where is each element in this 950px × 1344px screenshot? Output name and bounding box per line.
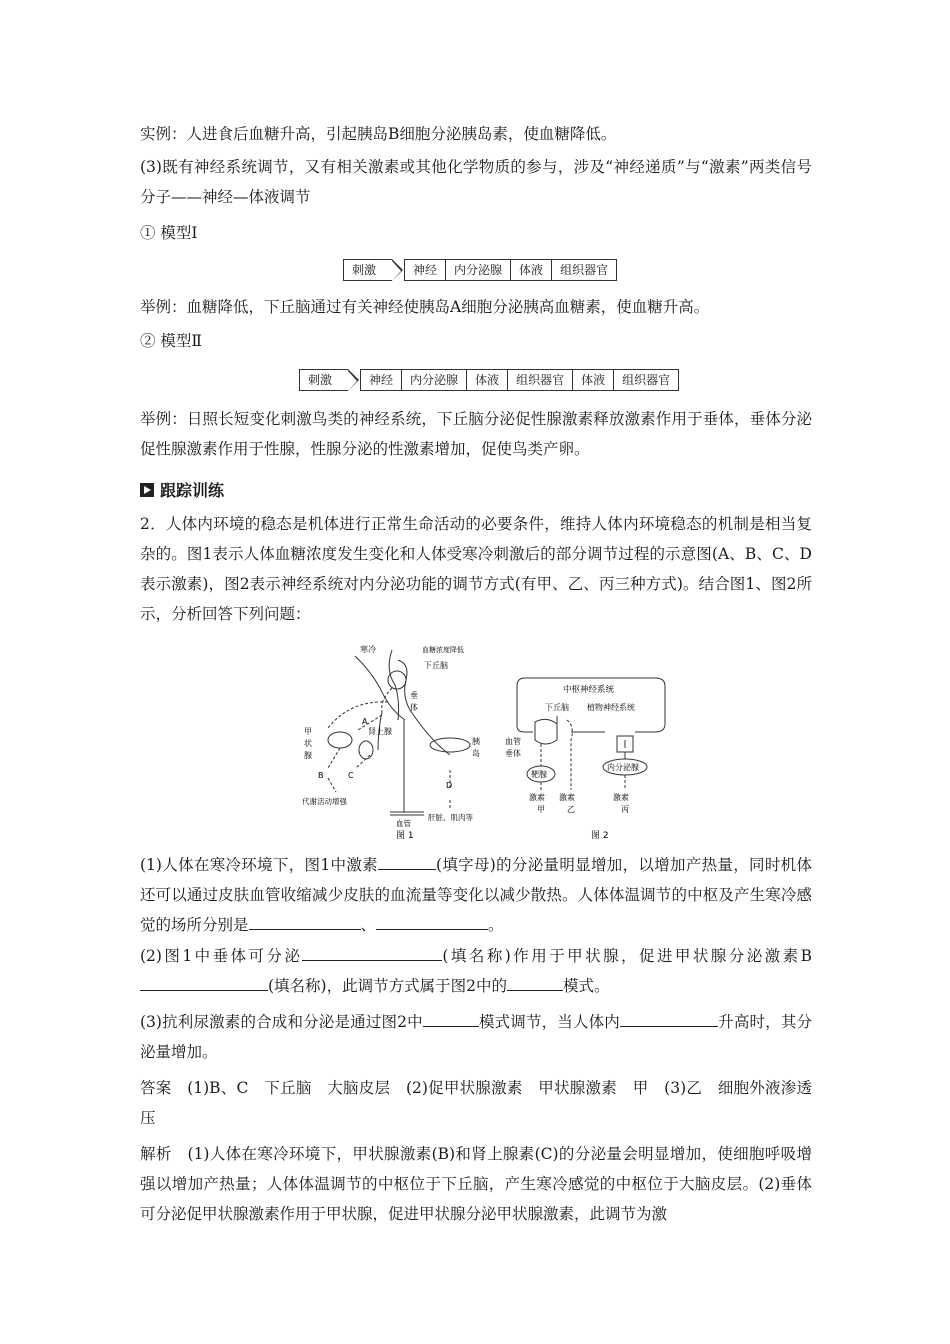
fig1-thyroid-1: 甲 <box>304 727 312 736</box>
model-1-label: ① 模型Ⅰ <box>140 224 198 242</box>
q2-text: (填名称)作用于甲状腺，促进甲状腺分泌激素B <box>442 947 812 965</box>
flow-step: 体液 <box>572 369 614 391</box>
q3-text: 模式调节，当人体内 <box>478 1013 620 1031</box>
q2-text: (2)图1中垂体可分泌 <box>140 947 303 965</box>
model-1-example: 举例：血糖降低，下丘脑通过有关神经使胰岛A细胞分泌胰高血糖素，使血糖升高。 <box>140 298 710 316</box>
flow-step: 体液 <box>510 259 552 281</box>
fig1-adrenal: 肾上腺 <box>368 727 392 736</box>
fig1-metabolism: 代谢活动增强 <box>302 797 347 806</box>
answer-text: 答案 (1)B、C 下丘脑 大脑皮层 (2)促甲状腺激素 甲状腺激素 甲 (3)乙 细胞外液渗透压 <box>140 1079 812 1127</box>
fig2-vessel-2: 垂体 <box>505 749 521 758</box>
question-stem: 2．人体内环境的稳态是机体进行正常生命活动的必要条件，维持人体内环境稳态的机制是相当复杂的。图1表示人体血糖浓度发生变化和人体受寒冷刺激后的部分调节过程的示意图(A、B、C、D表示激素)，图2表示神经系统对内分泌功能的调节方式(有甲、乙、丙三种方式)。结合图1、图2所示，分析回答下列问题： <box>140 515 812 623</box>
fig2-endocrine: 内分泌腺 <box>607 763 639 772</box>
model-2-label: ② 模型Ⅱ <box>140 332 202 350</box>
fig2-target: 靶腺 <box>531 770 547 779</box>
fig1-glucose-low: 血糖浓度降低 <box>422 646 464 654</box>
answer-blank[interactable] <box>249 911 361 930</box>
q2-text: (填名称)，此调节方式属于图2中的 <box>268 977 507 995</box>
flow-step: 组织器官 <box>507 369 573 391</box>
q3-text: (3)抗利尿激素的合成和分泌是通过图2中 <box>140 1013 423 1031</box>
flow-step: 刺激 <box>343 259 392 281</box>
fig2-cns: 中枢神经系统 <box>563 685 615 695</box>
flow-step: 刺激 <box>299 369 348 391</box>
answer-blank[interactable] <box>378 851 436 870</box>
sub-question-3 <box>140 1007 812 1067</box>
fig2-hormone-1a: 激素 <box>529 793 545 802</box>
answer-blank[interactable] <box>376 911 488 930</box>
fig2-hypothalamus: 下丘脑 <box>545 703 569 712</box>
fig1-cold: 寒冷 <box>360 645 376 654</box>
fig1-hypothalamus: 下丘脑 <box>424 661 448 670</box>
fig1-C: C <box>348 771 354 780</box>
fig2-hormone-3b: 丙 <box>621 805 629 814</box>
fig2-caption: 图 2 <box>591 831 609 840</box>
figure-2 <box>505 640 675 840</box>
section-title: 跟踪训练 <box>160 481 225 500</box>
fig1-thyroid-2: 状 <box>304 739 312 748</box>
fig2-hormone-2b: 乙 <box>567 805 575 814</box>
figure-1 <box>300 640 500 840</box>
flow-step: 神经 <box>404 259 446 281</box>
fig1-islet-1: 胰 <box>472 737 480 746</box>
flow-step: 组织器官 <box>613 369 679 391</box>
fig1-vessel: 血管 <box>396 819 411 828</box>
fig2-hormone-1b: 甲 <box>537 805 545 814</box>
point-3-text: (3)既有神经系统调节，又有相关激素或其他化学物质的参与，涉及“神经递质”与“激素”两类信号分子——神经—体液调节 <box>140 158 812 206</box>
flow-step: 组织器官 <box>551 259 617 281</box>
flow-step: 内分泌腺 <box>445 259 511 281</box>
analysis-text: 解析 (1)人体在寒冷环境下，甲状腺激素(B)和肾上腺素(C)的分泌量会明显增加，使细胞呼吸增强以增加产热量；人体体温调节的中枢位于下丘脑，产生寒冷感觉的中枢位于大脑皮层。(2)垂体可分泌促甲状腺激素作用于甲状腺，促进甲状腺分泌甲状腺激素，此调节为激 <box>140 1145 812 1223</box>
fig1-caption: 图 1 <box>396 831 414 840</box>
fig1-pituitary-1: 垂 <box>410 691 418 700</box>
section-heading <box>140 478 224 501</box>
q3-text: 升高时，其分泌量增加。 <box>140 1013 812 1061</box>
fig1-thyroid-3: 腺 <box>304 751 312 760</box>
example-line: 实例：人进食后血糖升高，引起胰岛B细胞分泌胰岛素，使血糖降低。 <box>140 125 617 143</box>
fig1-liver: 肝脏、肌肉等 <box>428 813 473 822</box>
flow-step: 内分泌腺 <box>401 369 467 391</box>
answer-blank[interactable] <box>302 942 442 961</box>
model-1-flow <box>343 259 617 281</box>
play-icon <box>140 483 154 497</box>
q2-text: 模式。 <box>562 977 610 995</box>
fig2-vessel-1: 血管 <box>505 737 521 746</box>
fig2-hormone-3a: 激素 <box>613 793 629 802</box>
sub-question-2 <box>140 941 812 1001</box>
flow-step: 神经 <box>360 369 402 391</box>
model-2-flow <box>299 369 679 391</box>
fig1-A: A <box>362 717 368 726</box>
answer-blank[interactable] <box>620 1008 718 1027</box>
flow-step: 体液 <box>466 369 508 391</box>
fig1-D: D <box>446 781 453 790</box>
fig1-B: B <box>318 771 324 780</box>
fig1-pituitary-2: 体 <box>410 703 418 712</box>
answer-blank[interactable] <box>507 972 563 991</box>
model-2-example: 举例：日照长短变化刺激鸟类的神经系统，下丘脑分泌促性腺激素释放激素作用于垂体，垂体分泌促性腺激素作用于性腺，性腺分泌的性激素增加，促使鸟类产卵。 <box>140 410 812 458</box>
q1-text: 、 <box>360 916 377 934</box>
q1-text: (填字母)的分泌量明显增加，以增加产热量，同时机体还可以通过皮肤血管收缩减少皮肤的血流量等变化以减少散热。人体体温调节的中枢及产生寒冷感觉的场所分别是 <box>140 856 812 934</box>
q1-text: 。 <box>488 916 504 934</box>
answer-blank[interactable] <box>140 972 268 991</box>
sub-question-1 <box>140 850 812 940</box>
q1-text: (1)人体在寒冷环境下，图1中激素 <box>140 856 378 874</box>
fig2-ans: 植物神经系统 <box>587 703 635 712</box>
fig1-islet-2: 岛 <box>472 749 480 758</box>
fig2-hormone-2a: 激素 <box>559 793 575 802</box>
answer-blank[interactable] <box>423 1008 479 1027</box>
